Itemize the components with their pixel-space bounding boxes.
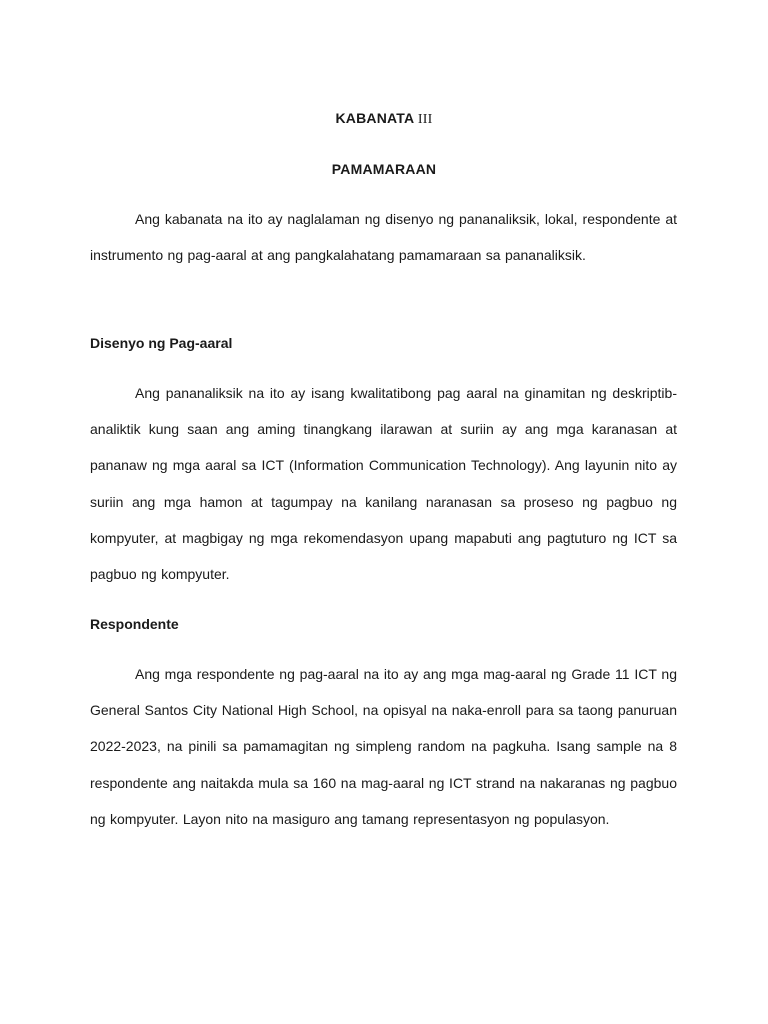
intro-paragraph: Ang kabanata na ito ay naglalaman ng disenyo ng pananaliksik, lokal, respondente at instrumento ng pag-aaral at ang pangkalahatang pamamaraan sa pananaliksik. [90,211,677,264]
chapter-label: KABANATA [335,110,414,126]
chapter-title: PAMAMARAAN [331,161,437,177]
section-body-disenyo: Ang pananaliksik na ito ay isang kwalitatibong pag aaral na ginamitan ng deskriptib-analiktik kung saan ang aming tinangkang ilarawan at suriin ay ang mga karanasan at pananaw ng mga aaral sa ICT (Information Communication Technology). Ang layunin nito ay suriin ang mga hamon at tagumpay na kanilang naranasan sa proseso ng pagbuo ng kompyuter, at magbigay ng mga rekomendasyon upang mapabuti ang pagtuturo ng ICT sa pagbuo ng kompyuter. [90,385,677,583]
chapter-number: III [417,112,433,127]
chapter-heading [0,108,768,130]
section-heading-respondente: Respondente [90,616,179,632]
section-body-respondente: Ang mga respondente ng pag-aaral na ito ay ang mga mag-aaral ng Grade 11 ICT ng General Santos City National High School, na opisyal na naka-enroll para sa taong panuruan 2022-2023, na pinili sa pamamagitan ng simpleng random na pagkuha. Isang sample na 8 respondente ang naitakda mula sa 160 na mag-aaral ng ICT strand na nakaranas ng pagbuo ng kompyuter. Layon nito na masiguro ang tamang representasyon ng populasyon. [90,666,677,827]
section-heading-disenyo: Disenyo ng Pag-aaral [90,335,233,351]
